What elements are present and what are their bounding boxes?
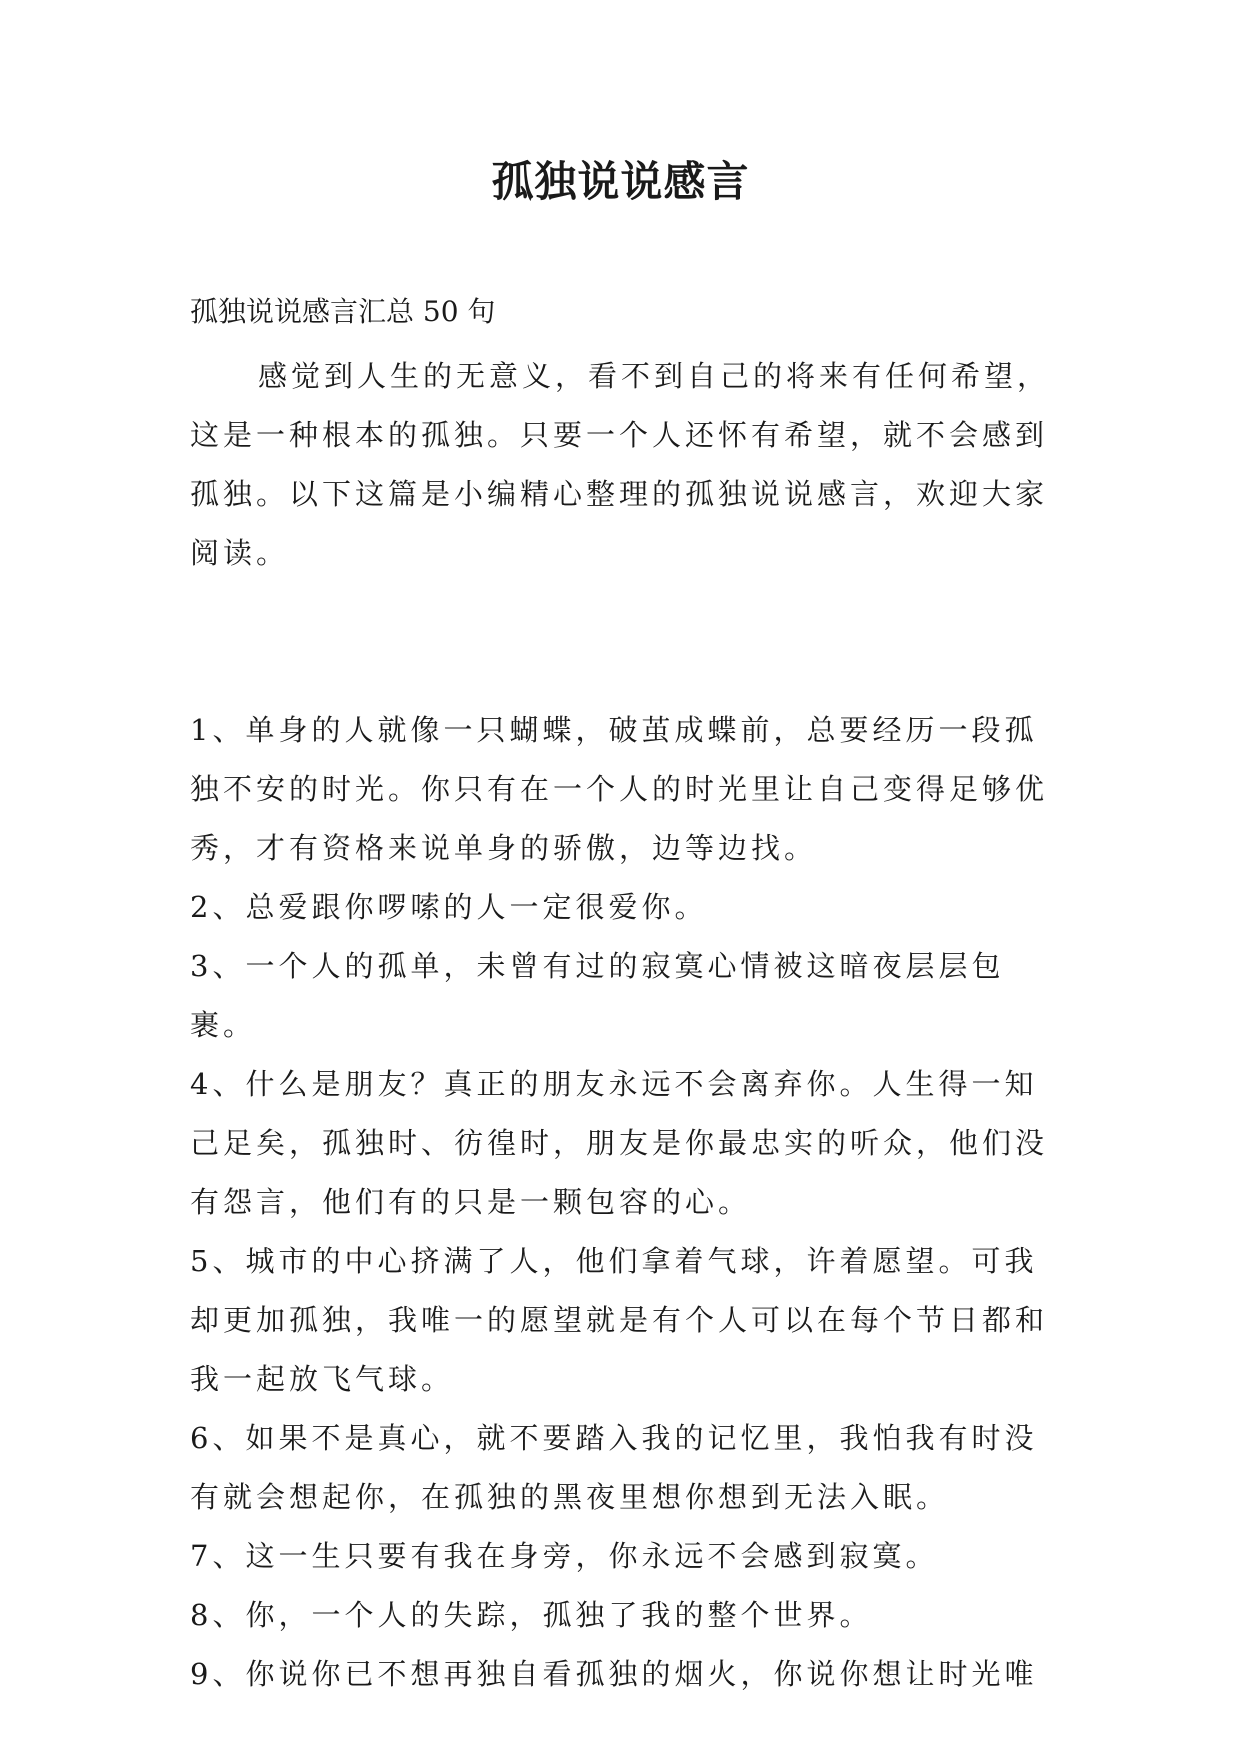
quote-item: 9、你说你已不想再独自看孤独的烟火，你说你想让时光唯: [190, 1657, 1038, 1691]
quote-item: 8、你，一个人的失踪，孤独了我的整个世界。: [190, 1598, 873, 1632]
quote-item: 4、什么是朋友？真正的朋友永远不会离弃你。人生得一知己足矣，孤独时、彷徨时，朋友是你最忠实的听众，他们没有怨言，他们有的只是一颗包容的心。: [190, 1067, 1049, 1219]
quote-item: 1、单身的人就像一只蝴蝶，破茧成蝶前，总要经历一段孤独不安的时光。你只有在一个人的时光里让自己变得足够优秀，才有资格来说单身的骄傲，边等边找。: [190, 713, 1049, 865]
document-title: 孤独说说感言: [491, 157, 750, 206]
intro-paragraph: 感觉到人生的无意义，看不到自己的将来有任何希望，这是一种根本的孤独。只要一个人还怀有希望，就不会感到孤独。以下这篇是小编精心整理的孤独说说感言，欢迎大家阅读。: [190, 359, 1051, 570]
document-body: [190, 347, 1058, 1704]
quote-item: 2、总爱跟你啰嗦的人一定很爱你。: [190, 890, 708, 924]
quote-item: 5、城市的中心挤满了人，他们拿着气球，许着愿望。可我却更加孤独，我唯一的愿望就是有个人可以在每个节日都和我一起放飞气球。: [190, 1244, 1049, 1396]
document-subtitle: 孤独说说感言汇总 50 句: [190, 295, 496, 328]
paragraph-gap: [190, 583, 1058, 701]
quote-item: 6、如果不是真心，就不要踏入我的记忆里，我怕我有时没有就会想起你，在孤独的黑夜里想你想到无法入眠。: [190, 1421, 1038, 1514]
quote-item: 7、这一生只要有我在身旁，你永远不会感到寂寞。: [190, 1539, 939, 1573]
quote-list: [190, 701, 1058, 1704]
quote-item: 3、一个人的孤单，未曾有过的寂寞心情被这暗夜层层包裹。: [190, 949, 1005, 1042]
